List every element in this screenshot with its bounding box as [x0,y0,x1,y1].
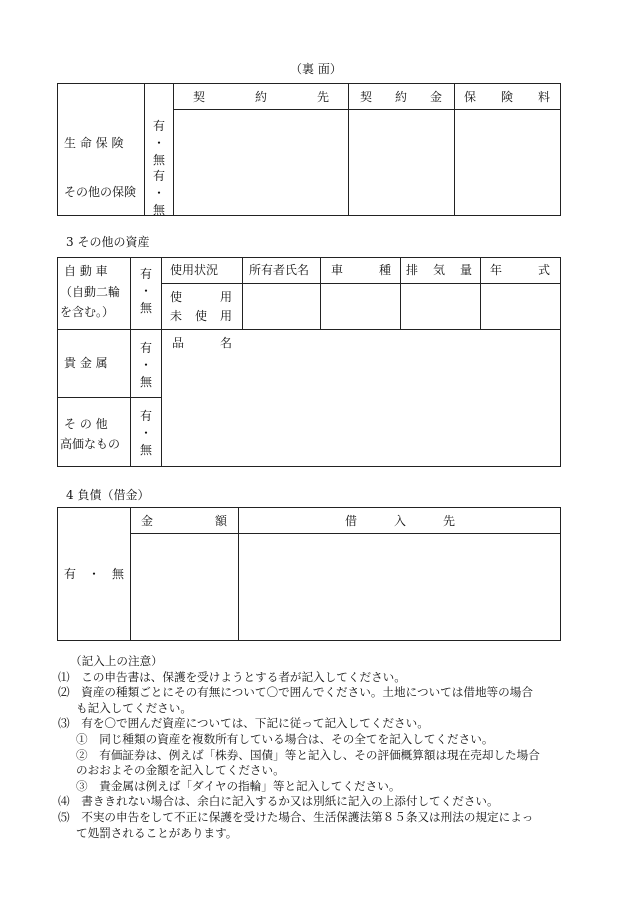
header-usage-status: 使用状況 [170,263,219,277]
header-contract-amount: 契 約 金 [360,90,442,104]
note-subitem [58,748,578,764]
note-item [58,685,578,701]
header-amount: 金 額 [141,514,227,528]
note-item [58,716,578,732]
life-insurance-presence[interactable]: 有 ・ 無 [152,119,165,167]
notes-heading: （記入上の注意） [70,654,163,668]
note-number: ② [76,747,88,762]
note-text: 有を〇で囲んだ資産については、下記に従って記入してください。 [81,716,429,731]
note-number: ⑷ [58,794,70,809]
note-number: ① [76,731,88,746]
note-continuation: も記入してください。 [76,700,192,715]
valuables-presence[interactable]: 有 ・ 無 [139,409,152,457]
header-premium: 保 険 料 [464,90,550,104]
debt-presence[interactable]: 有 ・ 無 [64,567,124,581]
header-vehicle-type: 車 種 [331,263,391,277]
note-text: 有価証券は、例えば「株券、国債」等と記入し、その評価概算額は現在売却した場合 [99,747,540,762]
usage-option-in-use[interactable]: 使 用 [170,290,232,304]
note-text: 書ききれない場合は、余白に記入するか又は別紙に記入の上添付してください。 [81,794,499,809]
note-number: ⑴ [58,669,70,684]
note-text: この申告書は、保護を受けようとする者が記入してください。 [81,669,406,684]
note-number: ⑸ [58,809,70,824]
car-note-2: を含む。） [60,305,115,319]
note-number: ⑵ [58,685,70,700]
car-note-1: （自動二輪 [60,285,121,299]
other-insurance-label: その他の保険 [64,185,137,199]
note-subitem [58,779,578,795]
usage-option-not-in-use[interactable]: 未 使 用 [170,309,232,323]
note-item [58,810,578,826]
note-number: ⑶ [58,716,70,731]
precious-metal-presence[interactable]: 有 ・ 無 [139,341,152,389]
life-insurance-label: 生 命 保 険 [64,136,124,150]
car-label: 自 動 車 [64,264,108,278]
note-text: 資産の種類ごとにその有無について〇で囲んでください。土地については借地等の場合 [81,685,533,700]
header-displacement: 排 気 量 [406,263,472,277]
header-contract-party: 契 約 先 [193,90,329,104]
valuables-label-1: そ の 他 [64,417,108,431]
other-insurance-presence[interactable]: 有 ・ 無 [152,169,165,217]
item-name-label: 品 名 [172,336,232,350]
car-presence[interactable]: 有 ・ 無 [139,267,152,315]
valuables-label-2: 高価なもの [60,437,121,451]
note-text: 不実の申告をして不正に保護を受けた場合、生活保護法第８５条又は刑法の規定によっ [81,809,534,824]
note-continuation: て処罰されることがあります。 [76,825,238,840]
page-title: （裏 面） [290,62,342,76]
header-owner-name: 所有者氏名 [249,263,310,277]
note-continuation: のおおよその金額を記入してください。 [76,763,285,778]
note-number: ③ [76,778,88,793]
note-item [58,670,578,686]
precious-metal-label: 貴 金 属 [64,356,108,370]
note-text: 同じ種類の資産を複数所有している場合は、その全てを記入してください。 [99,731,494,746]
note-item [58,794,578,810]
note-text: 貴金属は例えば「ダイヤの指輪」等と記入してください。 [99,778,401,793]
section-4-title: 4 負債（借金） [66,488,150,502]
section-3-title: 3 その他の資産 [66,235,150,249]
header-model-year: 年 式 [490,263,550,277]
note-subitem [58,732,578,748]
header-lender: 借 入 先 [345,514,455,528]
notes-section [58,654,578,841]
